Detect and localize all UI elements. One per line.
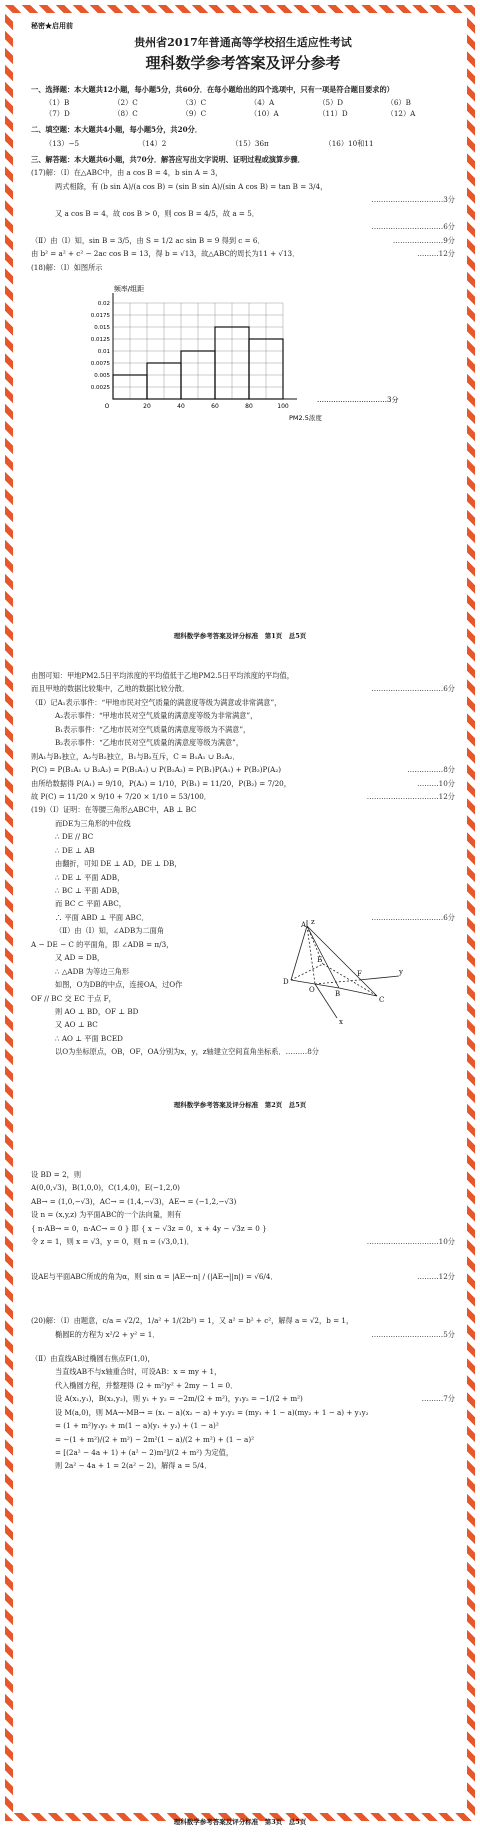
q19-line: AB→ = (1,0,−√3)，AC→ = (1,4,−√3)，AE→ = (−1,2,−√3) (31, 1196, 237, 1206)
q18-text: 故 P(C) = 11/20 × 9/10 + 7/20 × 1/10 = 53/100． (31, 791, 211, 801)
section-3-heading: 三、解答题：本大题共6小题，共70分．解答应写出文字说明、证明过程或演算步骤． (31, 155, 305, 165)
exam-title: 贵州省2017年普通高等学校招生适应性考试 (134, 36, 352, 50)
axis-x (315, 984, 337, 1018)
q19-line: 设 BD = 2，则 (31, 1170, 82, 1179)
page-separator (13, 1118, 467, 1124)
q18-line: B₂表示事件：“乙地市民对空气质量的满意度等级为满意”， (55, 738, 244, 748)
q18-line: A₂表示事件：“甲地市民对空气质量的满意度等级为非常满意”， (55, 711, 258, 721)
q17-text: 由 b² = a² + c² − 2ac cos B = 13，得 b = √13，故△ABC的周长为11 + √13． (31, 249, 300, 259)
choice-answer: （10）A (250, 108, 279, 118)
choice-answer: （6）B (386, 98, 411, 108)
point-label: B (335, 990, 341, 998)
score-mark: ………7分 (421, 1394, 455, 1404)
score-mark: ………12分 (417, 1271, 455, 1281)
q17-line (55, 182, 455, 192)
point-label: C (379, 996, 385, 1004)
q18-text: P(C) = P(B₁A₁ ∪ B₂A₂) = P(B₁A₁) ∪ P(B₂A₂) = P(B₁)P(A₁) + P(B₂)P(A₂) (31, 765, 282, 775)
q19-line: { n·AB→ = 0，n·AC→ = 0 } 即 { x − √3z = 0，x + 4y − √3z = 0 } (31, 1223, 267, 1233)
q19-text: 设AE与平面ABC所成的角为α，则 sin α = |AE→·n| / (|AE→||n|) = √6/4． (31, 1271, 278, 1281)
q19-line: 而 BC ⊂ 平面 ABC， (55, 899, 126, 909)
y-tick-label: 0.0175 (90, 312, 110, 319)
q19-line (55, 1047, 455, 1057)
choice-answer: （9）C (181, 108, 207, 118)
q17-score-line (55, 222, 455, 232)
q18-line (31, 779, 455, 789)
score-mark: …………………………3分 (371, 195, 455, 205)
score-mark: …………………………6分 (371, 912, 455, 922)
q20-line: = [(2a² − 4a + 1) + (a² − 2)m²]/(2 + m²) 为定值， (55, 1448, 234, 1457)
q18-line (31, 792, 455, 802)
q19-line: OF // BC 交 EC 于点 F， (31, 993, 116, 1003)
q19-line: 又 AD = DB， (55, 953, 105, 963)
score-mark: …………………9分 (392, 235, 455, 245)
q20-line (55, 1394, 455, 1404)
score-mark: ……………8分 (407, 765, 455, 775)
q20-line: (20)解：（Ⅰ）由题意，c/a = √2/2，1/a² + 1/(2b²) = 1，又 a² = b² + c²，解得 a = √2，b = 1， (31, 1316, 354, 1326)
q19-text: ∴ 平面 ABD ⊥ 平面 ABC． (55, 912, 149, 922)
q18-line: （Ⅱ）记A₁表示事件：“甲地市民对空气质量的满意度等级为满意或非常满意”， (31, 697, 282, 707)
choice-answer: （12）A (386, 108, 416, 118)
q20-line: = (1 + m²)y₁y₂ + m(1 − a)(y₁ + y₂) + (1 − a)² (55, 1421, 219, 1431)
point-label: D (283, 978, 289, 986)
page-footer: 理科数学参考答案及评分标准 第1页 总5页 (173, 631, 307, 640)
q19-line: ∴ AO ⊥ 平面 BCED (55, 1033, 123, 1043)
section-1-heading: 一、选择题：本大题共12小题，每小题5分，共60分．在每小题给出的四个选项中，只有一项是符合题目要求的） (31, 84, 394, 94)
fill-answer: （13）−5 (45, 138, 80, 148)
q19-line: 又 AO ⊥ BC (55, 1020, 98, 1030)
edge (291, 926, 307, 980)
y-axis-label: 频率/组距 (113, 284, 145, 293)
q19-line: 由翻折，可知 DE ⊥ AD，DE ⊥ DB， (55, 859, 182, 869)
y-tick-label: 0.0075 (90, 360, 110, 367)
score-mark: …………………………6分 (371, 222, 455, 232)
document-body (13, 13, 467, 1826)
fill-answer: （15）36π (231, 138, 269, 148)
q17-text: 两式相除，有 (b sin A)/(a cos B) = (sin B sin A)/(sin A cos B) = tan B = 3/4， (55, 181, 328, 191)
choice-answer: （8）C (113, 108, 138, 118)
histogram-chart (51, 279, 455, 432)
edge (339, 988, 377, 996)
q20-line: 设 M(a,0)，则 MA→·MB→ = (x₁ − a)(x₂ − a) + y₁y₂ = (my₁ + 1 − a)(my₂ + 1 − a) + y₁y₂ (55, 1407, 369, 1417)
q19-line: ∴ BC ⊥ 平面 ADB， (55, 886, 125, 895)
point-label: y (399, 968, 403, 976)
spacer (31, 1285, 455, 1313)
page-top-space (31, 1137, 455, 1167)
q19-line (31, 1272, 455, 1282)
fill-answer: （14）2 (138, 138, 167, 148)
x-tick-label: 100 (277, 402, 289, 410)
choice-answer: （3）C (181, 98, 207, 108)
page-border (5, 5, 475, 1826)
fill-answers (45, 139, 455, 149)
q19-line: 设 n = (x,y,z) 为平面ABC的一个法向量，则有 (31, 1210, 182, 1220)
q18-line (31, 684, 455, 694)
choice-answer: （2）C (113, 98, 138, 108)
q19-line: A(0,0,√3)，B(1,0,0)，C(1,4,0)，E(−1,2,0) (31, 1183, 180, 1193)
axis-y (359, 976, 399, 980)
q19-line: （Ⅱ）由（Ⅰ）知，∠ADB为二面角 (55, 926, 165, 936)
score-mark: ………8分 (285, 1047, 319, 1057)
x-tick-label: 60 (211, 402, 219, 410)
edge (307, 926, 339, 988)
q19-line: ∴ DE ⊥ AB (55, 845, 95, 855)
page-1 (13, 13, 467, 649)
histogram-svg (51, 279, 451, 429)
q20-text: 椭圆E的方程为 x²/2 + y² = 1． (55, 1329, 160, 1339)
spacer (31, 1343, 455, 1351)
score-mark: …………………………3分 (317, 395, 399, 404)
edge (291, 964, 323, 980)
q20-line: 代入椭圆方程，并整理得 (2 + m²)y² + 2my − 1 = 0． (55, 1380, 238, 1390)
q17-line: (17)解：（Ⅰ）在△ABC中，由 a cos B = 4，b sin A = 3， (31, 168, 223, 178)
q17-line (31, 236, 455, 246)
point-label: O (309, 986, 315, 994)
score-mark: …………………………5分 (371, 1329, 455, 1339)
q19-line: ∴ △ADB 为等边三角形 (55, 966, 130, 976)
q20-line (55, 1330, 455, 1340)
y-tick-label: 0.01 (97, 348, 110, 355)
q20-line: （Ⅱ）由直线AB过椭圆右焦点F(1,0)， (31, 1353, 155, 1363)
point-label: F (357, 970, 362, 978)
q20-line: = −(1 + m²)/(2 + m²) − 2m²(1 − a)/(2 + m²) + (1 − a)² (55, 1434, 255, 1444)
q20-line: 当直线AB不与x轴重合时，可设AB：x = my + 1， (55, 1367, 222, 1377)
q18-text: 而且甲地的数据比较集中，乙地的数据比较分散． (31, 684, 190, 694)
choice-answer: （7）D (45, 108, 70, 118)
pyramid-diagram (277, 918, 407, 1028)
score-mark: …………………………10分 (366, 1237, 455, 1247)
choice-answer: （4）A (250, 98, 275, 108)
q17-text: 又 a cos B = 4，故 cos B > 0，则 cos B = 4/5，故 a = 5． (55, 208, 259, 218)
q19-text: 令 z = 1，则 x = √3，y = 0，则 n = (√3,0,1)． (31, 1237, 194, 1247)
q19-text: 以O为坐标原点，OB，OF，OA分别为x，y，z轴建立空间直角坐标系． (55, 1047, 286, 1057)
y-tick-label: 0.02 (97, 300, 110, 307)
y-tick-label: 0.015 (94, 324, 110, 331)
q20-line: 则 2a² − 4a + 1 = 2(a² − 2)，解得 a = 5/4． (55, 1461, 212, 1471)
q18-line (31, 765, 455, 775)
y-tick-label: 0.0025 (90, 384, 110, 391)
section-2-heading: 二、填空题：本大题共4小题，每小题5分，共20分． (31, 125, 202, 135)
page-3 (13, 1129, 467, 1837)
q17-line (31, 249, 455, 259)
point-label: E (317, 956, 323, 964)
q17-line (55, 209, 455, 219)
page-2 (13, 660, 467, 1118)
q19-line: ∴ DE ⊥ 平面 ADB， (55, 872, 125, 882)
q19-line: A − DE − C 的平面角，即 ∠ADB = π/3， (31, 939, 174, 949)
q18-text: 由所给数据得 P(A₁) = 9/10，P(A₂) = 1/10，P(B₁) = 11/20，P(B₂) = 7/20， (31, 778, 291, 788)
choice-answer: （1）B (45, 98, 70, 108)
q19-line: 而DE为三角形的中位线 (55, 818, 131, 828)
choice-answers (45, 98, 455, 119)
secret-label: 秘密★启用前 (31, 21, 73, 30)
score-mark: ………12分 (417, 249, 455, 259)
q19-line: (19)（Ⅰ）证明：在等腰三角形△ABC中，AB ⊥ BC (31, 805, 197, 815)
q19-line: 如图，O为DB的中点，连接OA，过O作 (55, 980, 183, 990)
y-tick-label: 0.0125 (90, 336, 110, 343)
page-separator (13, 649, 467, 655)
x-tick-label: O (104, 402, 110, 410)
q18-line: 由图可知：甲地PM2.5日平均浓度的平均值低于乙地PM2.5日平均浓度的平均值， (31, 671, 294, 680)
point-label: x (339, 1018, 343, 1026)
q17-text: （Ⅱ）由（Ⅰ）知，sin B = 3/5，由 S = 1/2 ac sin B = 9 得到 c = 6． (31, 235, 265, 245)
q17-score-line (55, 195, 455, 205)
point-label: A (301, 921, 307, 929)
x-tick-label: 20 (143, 402, 151, 410)
x-axis-label: PM2.5浓度 (289, 413, 322, 422)
y-tick-label: 0.005 (94, 372, 110, 379)
x-tick-label: 40 (177, 402, 185, 410)
score-mark: ………10分 (417, 778, 455, 788)
q18-line: 则A₁与B₁独立，A₂与B₂独立，B₁与B₂互斥，C = B₁A₁ ∪ B₂A₂． (31, 751, 240, 761)
fill-answer: （16）10和11 (324, 138, 374, 148)
q20-text: 设 A(x₁,y₁)，B(x₂,y₂)，则 y₁ + y₂ = −2m/(2 + m²)，y₁y₂ = −1/(2 + m²) (55, 1394, 303, 1404)
choice-answer: （11）D (318, 108, 348, 118)
point-label: z (311, 918, 315, 926)
q18-line: B₁表示事件：“乙地市民对空气质量的满意度等级为不满意”， (55, 724, 251, 734)
q19-line (31, 1237, 455, 1247)
x-tick-label: 80 (245, 402, 253, 410)
score-mark: …………………………12分 (366, 791, 455, 801)
score-mark: …………………………6分 (371, 684, 455, 694)
answer-title: 理科数学参考答案及评分参考 (145, 54, 341, 73)
choice-answer: （5）D (318, 98, 344, 108)
q19-line: ∴ DE // BC (55, 832, 94, 842)
q19-line: 则 AO ⊥ BD，OF ⊥ BD (55, 1006, 139, 1016)
page-footer: 理科数学参考答案及评分标准 第2页 总5页 (173, 1100, 307, 1109)
spacer (31, 1251, 455, 1269)
page-footer: 理科数学参考答案及评分标准 第3页 总5页 (173, 1817, 307, 1826)
q18-line: (18)解：（Ⅰ）如图所示 (31, 262, 103, 272)
